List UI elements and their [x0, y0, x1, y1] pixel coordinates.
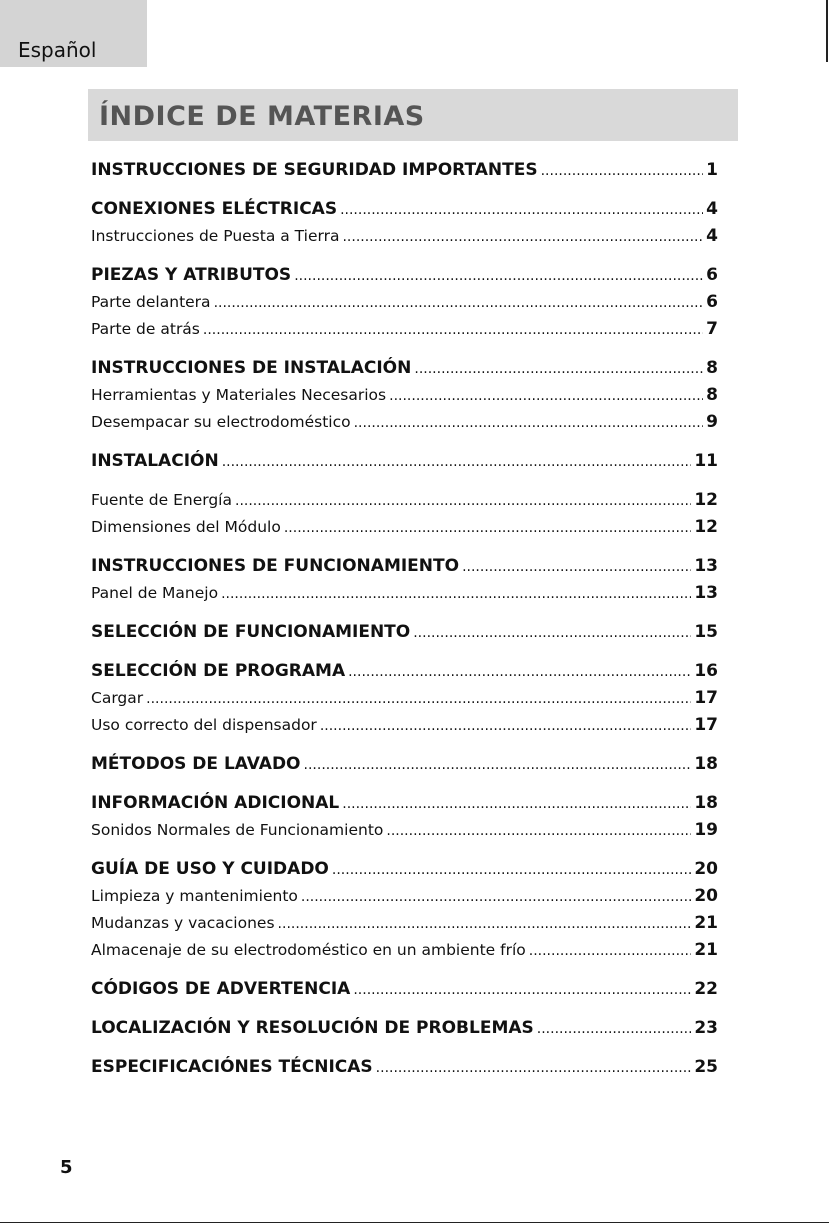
- toc-dot-leader: [541, 163, 704, 179]
- toc-spacer: [91, 439, 718, 451]
- toc-entry-page: 13: [694, 583, 718, 603]
- toc-spacer: [91, 610, 718, 622]
- toc-entry-title: ESPECIFICACIÓNES TÉCNICAS: [91, 1057, 373, 1077]
- toc-dot-leader: [354, 415, 704, 431]
- table-of-contents: [91, 160, 718, 1084]
- toc-subsection-entry[interactable]: [91, 319, 718, 346]
- toc-entry-title: CONEXIONES ELÉCTRICAS: [91, 199, 338, 219]
- toc-dot-leader: [146, 691, 691, 707]
- toc-dot-leader: [332, 862, 691, 878]
- toc-entry-page: 22: [694, 979, 718, 999]
- toc-subsection-entry[interactable]: [91, 517, 718, 544]
- toc-subsection-entry[interactable]: [91, 490, 718, 517]
- toc-entry-title: SELECCIÓN DE PROGRAMA: [91, 661, 346, 681]
- top-right-rule: [826, 0, 828, 62]
- language-tab: [0, 0, 147, 67]
- toc-dot-leader: [342, 796, 691, 812]
- toc-entry-page: 21: [694, 913, 718, 933]
- toc-dot-leader: [284, 520, 691, 536]
- toc-entry-title: Cargar: [91, 689, 144, 707]
- toc-entry-page: 7: [706, 319, 718, 339]
- toc-entry-title: INSTRUCCIONES DE SEGURIDAD IMPORTANTES: [91, 160, 538, 180]
- title-bar: [88, 89, 738, 141]
- toc-entry-page: 13: [694, 556, 718, 576]
- toc-dot-leader: [348, 664, 691, 680]
- toc-entry-title: Desempacar su electrodoméstico: [91, 413, 351, 431]
- toc-entry-page: 17: [694, 688, 718, 708]
- toc-dot-leader: [386, 823, 691, 839]
- toc-entry-page: 4: [706, 226, 718, 246]
- toc-subsection-entry[interactable]: [91, 688, 718, 715]
- toc-dot-leader: [376, 1060, 692, 1076]
- toc-spacer: [91, 253, 718, 265]
- toc-spacer: [91, 1045, 718, 1057]
- toc-entry-page: 8: [706, 358, 718, 378]
- toc-dot-leader: [537, 1021, 692, 1037]
- toc-dot-leader: [389, 388, 703, 404]
- toc-spacer: [91, 781, 718, 793]
- toc-entry-page: 23: [694, 1018, 718, 1038]
- toc-dot-leader: [342, 229, 703, 245]
- toc-section-entry[interactable]: [91, 793, 718, 820]
- toc-entry-title: Limpieza y mantenimiento: [91, 887, 298, 905]
- toc-entry-title: Sonidos Normales de Funcionamiento: [91, 821, 384, 839]
- toc-subsection-entry[interactable]: [91, 385, 718, 412]
- toc-entry-title: MÉTODOS DE LAVADO: [91, 754, 301, 774]
- toc-dot-leader: [414, 361, 703, 377]
- toc-entry-page: 19: [694, 820, 718, 840]
- toc-section-entry[interactable]: [91, 556, 718, 583]
- toc-dot-leader: [304, 757, 692, 773]
- toc-section-entry[interactable]: [91, 199, 718, 226]
- toc-section-entry[interactable]: [91, 622, 718, 649]
- toc-spacer: [91, 967, 718, 979]
- toc-dot-leader: [353, 982, 691, 998]
- toc-subsection-entry[interactable]: [91, 886, 718, 913]
- toc-section-entry[interactable]: [91, 661, 718, 688]
- toc-subsection-entry[interactable]: [91, 913, 718, 940]
- toc-entry-title: INSTRUCCIONES DE FUNCIONAMIENTO: [91, 556, 460, 576]
- toc-subsection-entry[interactable]: [91, 940, 718, 967]
- toc-spacer: [91, 649, 718, 661]
- toc-dot-leader: [529, 943, 692, 959]
- toc-section-entry[interactable]: [91, 979, 718, 1006]
- toc-entry-title: SELECCIÓN DE FUNCIONAMIENTO: [91, 622, 411, 642]
- toc-section-entry[interactable]: [91, 160, 718, 187]
- toc-entry-page: 20: [694, 886, 718, 906]
- toc-entry-title: INSTRUCCIONES DE INSTALACIÓN: [91, 358, 412, 378]
- toc-entry-page: 20: [694, 859, 718, 879]
- toc-spacer: [91, 187, 718, 199]
- toc-entry-page: 12: [694, 490, 718, 510]
- toc-entry-title: INFORMACIÓN ADICIONAL: [91, 793, 340, 813]
- toc-section-entry[interactable]: [91, 754, 718, 781]
- toc-subsection-entry[interactable]: [91, 583, 718, 610]
- toc-entry-title: Uso correcto del dispensador: [91, 716, 317, 734]
- toc-entry-page: 4: [706, 199, 718, 219]
- toc-entry-page: 8: [706, 385, 718, 405]
- toc-entry-page: 9: [706, 412, 718, 432]
- toc-dot-leader: [301, 889, 691, 905]
- toc-section-entry[interactable]: [91, 358, 718, 385]
- toc-section-entry[interactable]: [91, 265, 718, 292]
- toc-entry-title: LOCALIZACIÓN Y RESOLUCIÓN DE PROBLEMAS: [91, 1018, 534, 1038]
- toc-dot-leader: [278, 916, 692, 932]
- page-title: ÍNDICE DE MATERIAS: [99, 101, 425, 132]
- toc-spacer: [91, 742, 718, 754]
- toc-entry-title: GUÍA DE USO Y CUIDADO: [91, 859, 329, 879]
- toc-spacer: [91, 544, 718, 556]
- toc-entry-page: 25: [694, 1057, 718, 1077]
- toc-entry-title: PIEZAS Y ATRIBUTOS: [91, 265, 292, 285]
- toc-spacer: [91, 346, 718, 358]
- toc-entry-title: Parte delantera: [91, 293, 211, 311]
- toc-entry-page: 17: [694, 715, 718, 735]
- toc-entry-title: CÓDIGOS DE ADVERTENCIA: [91, 979, 351, 999]
- toc-entry-title: Panel de Manejo: [91, 584, 219, 602]
- toc-subsection-entry[interactable]: [91, 715, 718, 742]
- toc-dot-leader: [222, 454, 692, 470]
- toc-entry-page: 11: [694, 451, 718, 471]
- toc-entry-page: 15: [694, 622, 718, 642]
- toc-entry-page: 18: [694, 754, 718, 774]
- toc-subsection-entry[interactable]: [91, 412, 718, 439]
- toc-entry-page: 12: [694, 517, 718, 537]
- toc-dot-leader: [235, 493, 691, 509]
- toc-dot-leader: [203, 322, 703, 338]
- toc-entry-title: Fuente de Energía: [91, 491, 232, 509]
- toc-section-entry[interactable]: [91, 1018, 718, 1045]
- toc-subsection-entry[interactable]: [91, 820, 718, 847]
- toc-entry-title: Parte de atrás: [91, 320, 200, 338]
- toc-dot-leader: [320, 718, 692, 734]
- toc-dot-leader: [462, 559, 691, 575]
- toc-spacer: [91, 1006, 718, 1018]
- bottom-rule: [0, 1222, 829, 1223]
- toc-dot-leader: [294, 268, 703, 284]
- toc-subsection-entry[interactable]: [91, 226, 718, 253]
- toc-section-entry[interactable]: [91, 859, 718, 886]
- language-label: Español: [18, 38, 97, 62]
- toc-entry-page: 18: [694, 793, 718, 813]
- toc-entry-page: 1: [706, 160, 718, 180]
- toc-dot-leader: [413, 625, 691, 641]
- toc-entry-title: Herramientas y Materiales Necesarios: [91, 386, 387, 404]
- page-number: 5: [60, 1157, 73, 1178]
- toc-entry-title: Instrucciones de Puesta a Tierra: [91, 227, 340, 245]
- toc-section-entry[interactable]: [91, 451, 718, 478]
- toc-entry-title: INSTALACIÓN: [91, 451, 219, 471]
- toc-entry-title: Mudanzas y vacaciones: [91, 914, 275, 932]
- toc-spacer: [91, 478, 718, 490]
- toc-entry-title: Dimensiones del Módulo: [91, 518, 281, 536]
- toc-dot-leader: [340, 202, 703, 218]
- toc-entry-title: Almacenaje de su electrodoméstico en un ambiente frío: [91, 941, 526, 959]
- toc-entry-page: 21: [694, 940, 718, 960]
- toc-spacer: [91, 847, 718, 859]
- toc-entry-page: 6: [706, 292, 718, 312]
- toc-dot-leader: [214, 295, 704, 311]
- toc-entry-page: 6: [706, 265, 718, 285]
- toc-dot-leader: [221, 586, 691, 602]
- toc-entry-page: 16: [694, 661, 718, 681]
- toc-subsection-entry[interactable]: [91, 292, 718, 319]
- toc-section-entry[interactable]: [91, 1057, 718, 1084]
